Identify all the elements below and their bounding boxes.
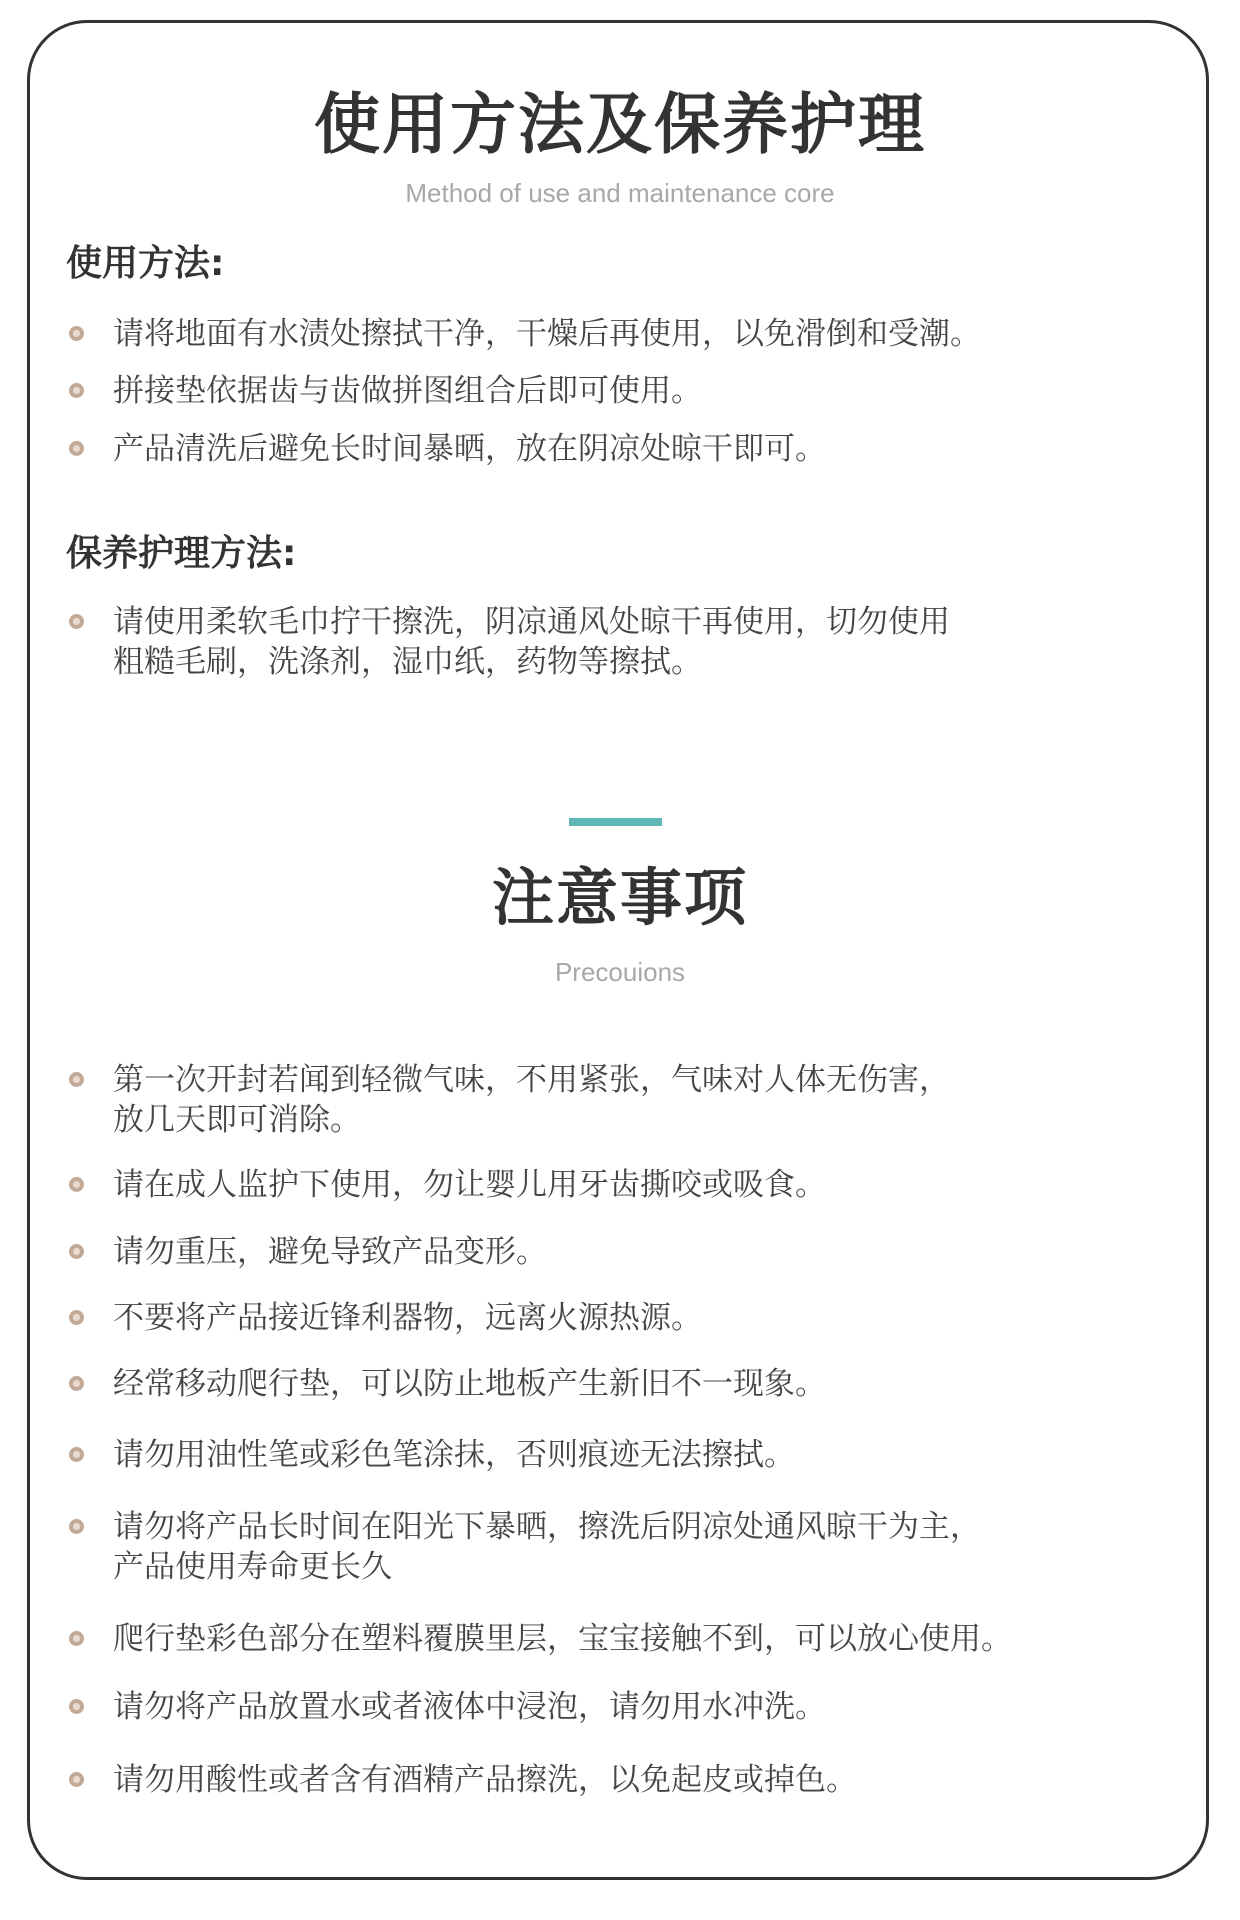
precaution-item-text: 请勿用油性笔或彩色笔涂抹，否则痕迹无法擦拭。 [113,1437,795,1473]
bullet-dot-icon [69,1699,84,1714]
care-heading: 保养护理方法: [66,533,297,574]
section-divider [569,818,662,826]
precaution-item-text: 爬行垫彩色部分在塑料覆膜里层，宝宝接触不到，可以放心使用。 [113,1621,1012,1657]
bullet-dot-icon [69,1177,84,1192]
precaution-item-text: 请在成人监护下使用，勿让婴儿用牙齿撕咬或吸食。 [113,1167,826,1203]
bullet-dot-icon [69,1772,84,1787]
bullet-dot-icon [69,1519,84,1534]
precaution-item-text: 经常移动爬行垫，可以防止地板产生新旧不一现象。 [113,1366,826,1402]
bullet-dot-icon [69,614,84,629]
precautions-subtitle: Precouions [554,957,686,987]
usage-heading: 使用方法: [66,243,225,284]
bullet-dot-icon [69,1631,84,1646]
bullet-dot-icon [69,1244,84,1259]
usage-care-title: 使用方法及保养护理 [314,86,926,163]
bullet-dot-icon [69,326,84,341]
bullet-dot-icon [69,1447,84,1462]
usage-item-text: 产品清洗后避免长时间暴晒，放在阴凉处晾干即可。 [113,431,826,467]
bullet-dot-icon [69,1376,84,1391]
precaution-item-text: 不要将产品接近锋利器物，远离火源热源。 [113,1300,702,1336]
precautions-title: 注意事项 [491,861,748,934]
usage-item-text: 请将地面有水渍处擦拭干净，干燥后再使用，以免滑倒和受潮。 [113,316,981,352]
usage-care-subtitle: Method of use and maintenance core [405,178,835,208]
bullet-dot-icon [69,1072,84,1087]
precaution-item-text: 第一次开封若闻到轻微气味，不用紧张，气味对人体无伤害， 放几天即可消除。 [113,1062,950,1138]
precaution-item-text: 请勿将产品长时间在阳光下暴晒，擦洗后阴凉处通风晾干为主， 产品使用寿命更长久 [113,1509,981,1585]
precaution-item-text: 请勿重压，避免导致产品变形。 [113,1234,547,1270]
content-card [27,20,1209,1880]
bullet-dot-icon [69,383,84,398]
care-item-text: 请使用柔软毛巾拧干擦洗，阴凉通风处晾干再使用，切勿使用 粗糙毛刷，洗涤剂，湿巾纸，药物等擦拭。 [113,604,950,680]
usage-item-text: 拼接垫依据齿与齿做拼图组合后即可使用。 [113,373,702,409]
precaution-item-text: 请勿用酸性或者含有酒精产品擦洗，以免起皮或掉色。 [113,1762,857,1798]
precaution-item-text: 请勿将产品放置水或者液体中浸泡，请勿用水冲洗。 [113,1689,826,1725]
bullet-dot-icon [69,441,84,456]
bullet-dot-icon [69,1310,84,1325]
